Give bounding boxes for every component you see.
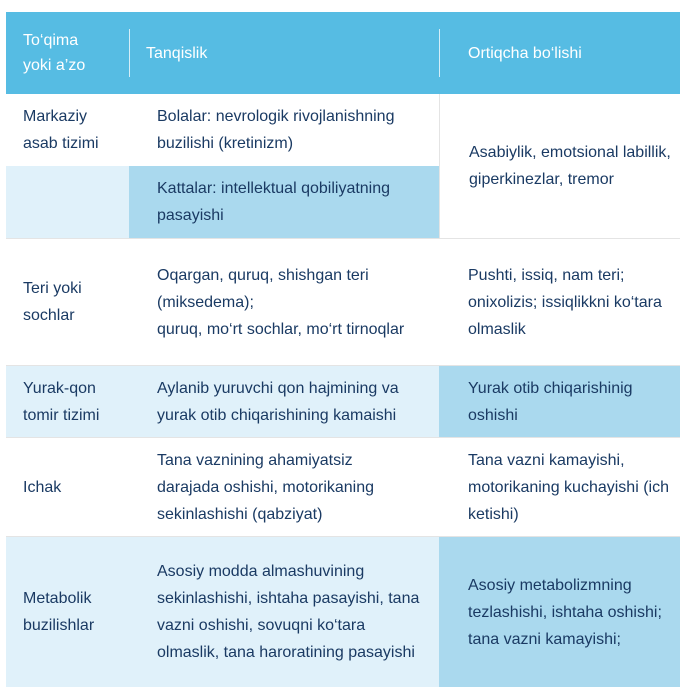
thyroid-table	[6, 12, 680, 687]
excess-cell: Tana vazni kamayishi, motorikaning kuchayishi (ich ketishi)	[468, 451, 669, 523]
organ-cell: Metabolik buzilishlar	[6, 537, 129, 687]
table-header	[6, 12, 680, 94]
header-divider	[439, 29, 440, 77]
deficiency-cell: Bolalar: nevrologik rivojlanishning buzilishi (kretinizm)	[129, 94, 439, 166]
header-excess: Ortiqcha bo‘lishi	[468, 44, 582, 62]
organ-cell: Markaziy asab tizimi	[6, 94, 129, 166]
excess-cell: Yurak otib chiqarishinig oshishi	[439, 366, 680, 437]
table-row	[6, 366, 680, 438]
deficiency-cell: Kattalar: intellektual qobiliyatning pasayishi	[129, 166, 439, 238]
organ-cell-empty	[6, 166, 129, 238]
table-row	[6, 438, 680, 537]
excess-cell: Asabiylik, emotsional labillik, giperkinezlar, tremor	[439, 94, 680, 238]
organ-cell: Teri yoki sochlar	[23, 280, 82, 324]
organ-cell: Ichak	[23, 478, 62, 496]
table-row	[6, 94, 680, 239]
organ-cell: Yurak-qon tomir tizimi	[6, 366, 129, 437]
deficiency-cell: Asosiy modda almashuvining sekinlashishi, ishtaha pasayishi, tana vazni oshishi, sovuqni ko‘tara olmaslik, tana haroratining pasayishi	[129, 537, 439, 687]
table-row	[6, 537, 680, 687]
header-divider	[129, 29, 130, 77]
deficiency-cell: Tana vaznining ahamiyatsiz darajada oshishi, motorikaning sekinlashishi (qabziyat)	[157, 451, 375, 523]
header-deficiency: Tanqislik	[146, 44, 208, 62]
excess-cell: Asosiy metabolizmning tezlashishi, ishtaha oshishi; tana vazni kamayishi;	[439, 537, 680, 687]
excess-cell: Pushti, issiq, nam teri; onixolizis; issiqlikkni ko‘tara olmaslik	[468, 266, 662, 338]
deficiency-cell: Oqargan, quruq, shishgan teri (miksedema); quruq, mo‘rt sochlar, mo‘rt tirnoqlar	[157, 266, 405, 338]
deficiency-cell: Aylanib yuruvchi qon hajmining va yurak otib chiqarishining kamaishi	[129, 366, 439, 437]
header-organ: To‘qima yoki a’zo	[23, 32, 86, 74]
table-row	[6, 239, 680, 366]
